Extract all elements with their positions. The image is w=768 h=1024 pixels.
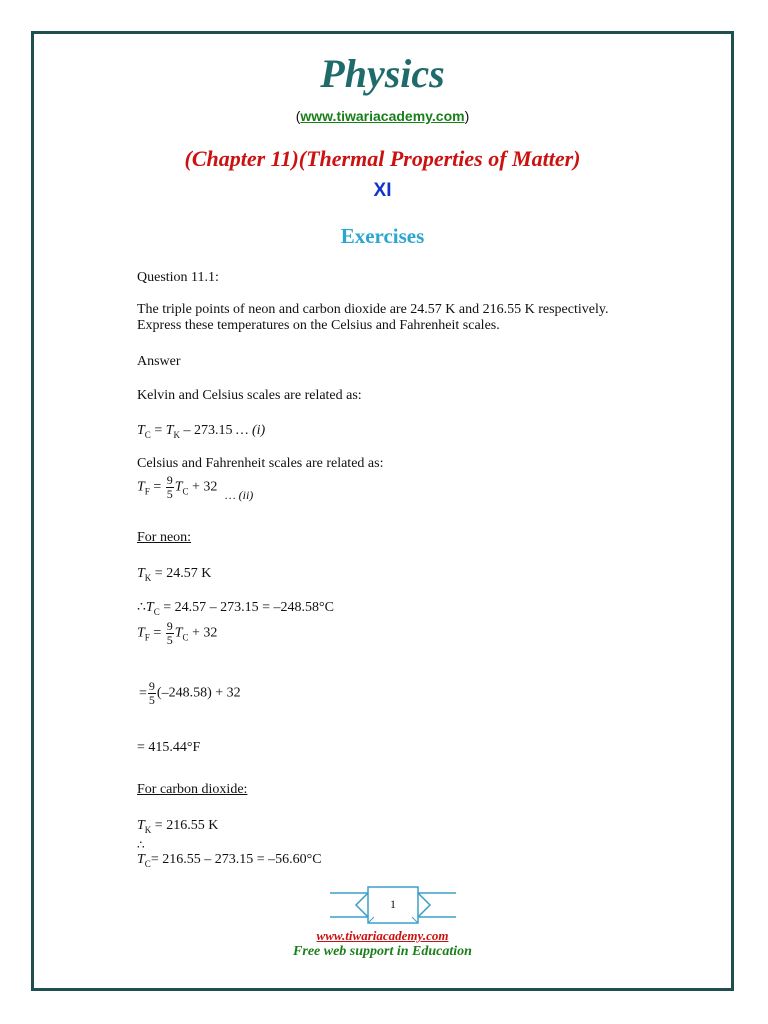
co2-tc bbox=[137, 852, 322, 872]
symbol-t: T bbox=[137, 479, 145, 495]
footer-tagline: Free web support in Education bbox=[293, 944, 472, 959]
answer-label: Answer bbox=[137, 354, 181, 369]
neon-result: = 415.44°F bbox=[137, 740, 201, 755]
page-title: Physics bbox=[320, 51, 445, 96]
symbol-t: T bbox=[137, 423, 145, 438]
symbol-t: T bbox=[174, 625, 183, 641]
page-number-badge bbox=[328, 885, 458, 925]
co2-tk bbox=[137, 818, 218, 838]
neon-tc bbox=[137, 600, 334, 620]
site-line bbox=[31, 108, 734, 124]
neon-tc-value: = 24.57 – 273.15 = –248.58°C bbox=[159, 600, 334, 615]
equation-2: $T_F$ = $\frac{9}{5}$ $T_C + 32$ … (ii) bbox=[137, 473, 254, 502]
co2-heading: For carbon dioxide: bbox=[137, 782, 248, 797]
neon-substitution: = $\frac{9}{5}$ (–248.58) + 32 bbox=[139, 679, 241, 707]
co2-tc-value: = 216.55 – 273.15 = –56.60°C bbox=[150, 852, 322, 867]
grade-label: XI bbox=[373, 180, 392, 201]
subscript-c: C bbox=[182, 486, 189, 497]
question-text-line2: Express these temperatures on the Celsius and Fahrenheit scales. bbox=[137, 318, 500, 333]
eq1-equals: = bbox=[150, 423, 166, 438]
subscript-f: F bbox=[144, 486, 150, 497]
neon-tf-formula: $T_F$ = $\frac{9}{5}$ $T_C + 32$ bbox=[137, 619, 218, 647]
subscript-c: C bbox=[144, 429, 151, 440]
chapter-heading: (Chapter 11)(Thermal Properties of Matter) bbox=[184, 146, 581, 171]
symbol-t: T bbox=[137, 566, 145, 581]
fraction-denominator: 5 bbox=[166, 633, 173, 647]
fraction-9-5 bbox=[148, 680, 156, 707]
site-suffix: ) bbox=[464, 108, 470, 124]
fraction-numerator: 9 bbox=[166, 473, 173, 487]
symbol-t: T bbox=[137, 852, 145, 867]
footer-site-link[interactable]: www.tiwariacademy.com bbox=[316, 928, 449, 943]
eq1-tail: – 273.15 bbox=[180, 423, 233, 438]
neon-heading: For neon: bbox=[137, 530, 192, 545]
site-link[interactable]: www.tiwariacademy.com bbox=[300, 108, 465, 124]
fraction-numerator: 9 bbox=[166, 619, 173, 633]
subscript-c: C bbox=[144, 858, 151, 869]
subscript-f: F bbox=[144, 632, 150, 643]
therefore-symbol: ∴ bbox=[137, 600, 146, 615]
eq1-tag: … (i) bbox=[232, 423, 266, 438]
site-prefix: ( bbox=[295, 108, 301, 124]
subscript-k: K bbox=[144, 824, 152, 835]
co2-tk-value: = 216.55 K bbox=[151, 818, 219, 833]
subscript-c: C bbox=[182, 632, 189, 643]
question-text-line1: The triple points of neon and carbon dioxide are 24.57 K and 216.55 K respectively. bbox=[137, 302, 609, 317]
section-heading: Exercises bbox=[340, 224, 425, 248]
subscript-c: C bbox=[153, 606, 160, 617]
symbol-t: T bbox=[137, 818, 145, 833]
fraction-denominator: 5 bbox=[148, 693, 155, 707]
page-number: 1 bbox=[390, 897, 396, 911]
symbol-t: T bbox=[145, 600, 154, 615]
celsius-fahrenheit-intro: Celsius and Fahrenheit scales are related as: bbox=[137, 456, 384, 471]
fraction-numerator: 9 bbox=[148, 679, 155, 693]
symbol-t: T bbox=[137, 625, 145, 641]
symbol-t: T bbox=[165, 423, 174, 438]
equation-1 bbox=[137, 423, 265, 443]
symbol-t: T bbox=[174, 479, 183, 495]
question-label: Question 11.1: bbox=[137, 270, 219, 285]
subscript-k: K bbox=[173, 429, 181, 440]
fraction-9-5 bbox=[166, 620, 174, 647]
eq2-tag: … (ii) bbox=[224, 487, 254, 502]
neon-tk-value: = 24.57 K bbox=[151, 566, 212, 581]
therefore-symbol: ∴ bbox=[137, 838, 145, 852]
eq2-tail: + 32 bbox=[188, 479, 218, 495]
subscript-k: K bbox=[144, 572, 152, 583]
fraction-9-5 bbox=[166, 474, 174, 501]
neon-tf-tail: + 32 bbox=[188, 625, 218, 641]
kelvin-celsius-intro: Kelvin and Celsius scales are related as: bbox=[137, 388, 362, 403]
fraction-denominator: 5 bbox=[166, 487, 173, 501]
neon-substitution-value: (–248.58) + 32 bbox=[156, 685, 241, 701]
neon-tk bbox=[137, 566, 211, 586]
